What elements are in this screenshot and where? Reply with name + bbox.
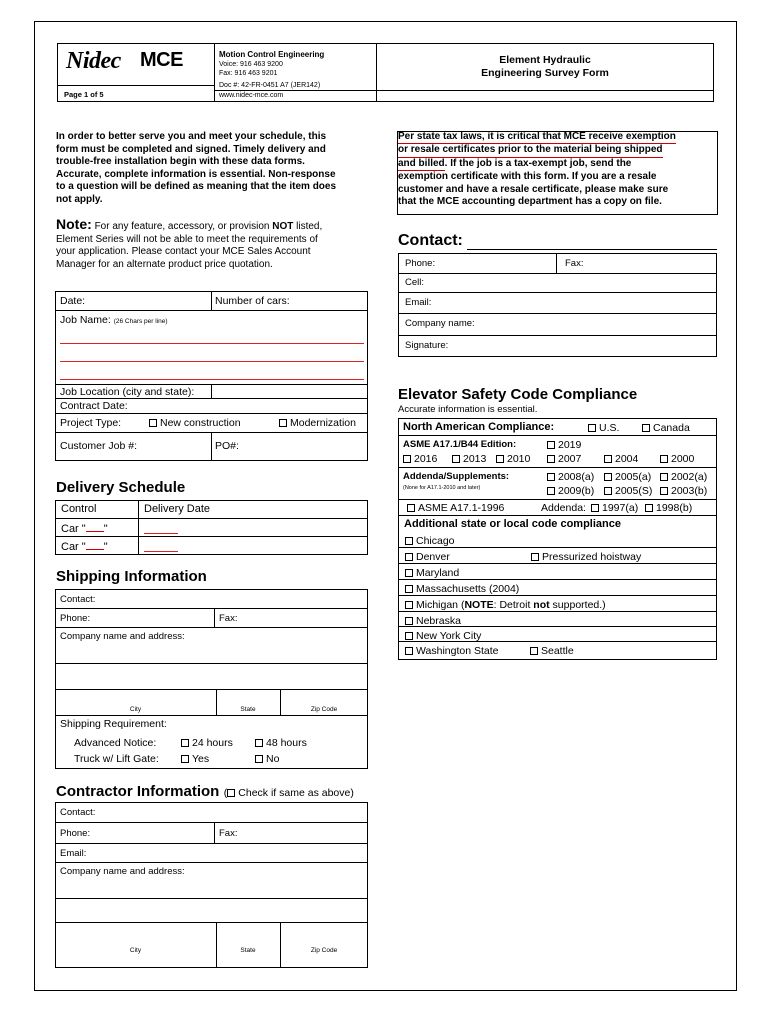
edition-2004-checkbox[interactable]: 2004 — [604, 454, 638, 465]
edition-2016-checkbox[interactable]: 2016 — [403, 454, 437, 465]
edition-2013-checkbox[interactable]: 2013 — [452, 454, 486, 465]
shipping-zip-field[interactable]: Zip Code — [310, 706, 338, 713]
delivery-col-control: Control — [61, 503, 97, 515]
advanced-notice-label: Advanced Notice: — [74, 737, 157, 749]
tax-notice-frame — [397, 131, 718, 215]
company-fax: Fax: 916 463 9201 — [219, 70, 278, 77]
page-number: Page 1 of 5 — [64, 90, 104, 99]
contractor-city-field[interactable]: City — [129, 947, 142, 954]
asme-1996-checkbox[interactable]: ASME A17.1-1996 — [407, 503, 504, 514]
contact-fax-field[interactable]: Fax: — [565, 258, 584, 269]
contractor-fax-field[interactable]: Fax: — [219, 828, 238, 839]
local-code-heading: Additional state or local code compliance — [404, 518, 621, 530]
doc-number: Doc #: 42-FR-0451 A7 (JER142) — [219, 82, 321, 89]
contractor-zip-field[interactable]: Zip Code — [310, 947, 338, 954]
safety-subheading: Accurate information is essential. — [398, 404, 538, 415]
us-checkbox[interactable]: U.S. — [588, 423, 619, 434]
addenda-1996-label: Addenda: — [541, 502, 586, 514]
shipping-fax-field[interactable]: Fax: — [219, 613, 238, 624]
logo-nidec: Nidec — [66, 48, 121, 74]
new-construction-checkbox[interactable]: New construction — [149, 418, 241, 429]
website: www.nidec-mce.com — [219, 92, 284, 99]
contractor-table — [55, 802, 368, 968]
delivery-col-date: Delivery Date — [144, 503, 211, 515]
edition-2010-checkbox[interactable]: 2010 — [496, 454, 530, 465]
delivery-car-1[interactable]: Car " " — [61, 523, 108, 535]
new-york-city-checkbox[interactable]: New York City — [405, 631, 481, 642]
addenda-note: (None for A17.1-2010 and later) — [403, 485, 481, 491]
lift-gate-no-checkbox[interactable]: No — [255, 754, 279, 765]
lift-gate-yes-checkbox[interactable]: Yes — [181, 754, 209, 765]
logo-mce: MCE — [140, 49, 183, 71]
contractor-email-field[interactable]: Email: — [60, 848, 87, 859]
massachusetts-checkbox[interactable]: Massachusetts (2004) — [405, 584, 519, 595]
maryland-checkbox[interactable]: Maryland — [405, 568, 459, 579]
note-text: Note: For any feature, accessory, or provision NOT listed, Element Series will not be able to meet the requirements of your application. Please contact your MCE Sales Account Manager for an alternate product price quotation. — [56, 216, 323, 270]
delivery-date-2[interactable] — [144, 551, 178, 552]
job-name-line-2[interactable] — [60, 361, 364, 362]
contact-signature-field[interactable]: Signature: — [405, 340, 449, 351]
chicago-checkbox[interactable]: Chicago — [405, 536, 455, 547]
edition-2019-checkbox[interactable]: 2019 — [547, 440, 581, 451]
edition-2007-checkbox[interactable]: 2007 — [547, 454, 581, 465]
company-voice: Voice: 916 463 9200 — [219, 61, 283, 68]
contact-cell-field[interactable]: Cell: — [405, 277, 425, 288]
seattle-checkbox[interactable]: Seattle — [530, 646, 574, 657]
shipping-heading: Shipping Information — [56, 568, 207, 585]
tax-notice: Per state tax laws, it is critical that MCE receive exemption or resale certificates prior to the material being shipped and billed. If the job is a tax-exempt job, send the exemption certificate with this form. If you are a resale customer and have a resale certificate, please make sure that the MCE accounting department has a copy on file. — [398, 131, 676, 208]
addenda-2005s-checkbox[interactable]: 2005(S) — [604, 486, 652, 497]
date-field[interactable]: Date: — [60, 295, 86, 307]
customer-job-field[interactable]: Customer Job #: — [60, 440, 138, 452]
addenda-2002a-checkbox[interactable]: 2002(a) — [660, 472, 707, 483]
addenda-1998b-checkbox[interactable]: 1998(b) — [645, 503, 692, 514]
contact-phone-field[interactable]: Phone: — [405, 258, 436, 269]
safety-heading: Elevator Safety Code Compliance — [398, 386, 638, 403]
modernization-checkbox[interactable]: Modernization — [279, 418, 356, 429]
intro-text: In order to better serve you and meet your schedule, this form must be completed and signed. Timely delivery and trouble-free installation begin with these data forms. Accurate, complete information is essential. Non-response to a question will be defined as meaning that the item does not apply. — [56, 131, 337, 205]
contact-company-field[interactable]: Company name: — [405, 318, 475, 329]
contractor-company-field[interactable]: Company name and address: — [60, 866, 185, 877]
addenda-label: Addenda/Supplements: — [403, 471, 510, 482]
contractor-state-field[interactable]: State — [240, 947, 256, 954]
job-name-line-3[interactable] — [60, 379, 364, 380]
job-name-line-1[interactable] — [60, 343, 364, 344]
contractor-phone-field[interactable]: Phone: — [60, 828, 91, 839]
contact-email-field[interactable]: Email: — [405, 297, 432, 308]
canada-checkbox[interactable]: Canada — [642, 423, 690, 434]
north-american-label: North American Compliance: — [403, 421, 555, 433]
edition-2000-checkbox[interactable]: 2000 — [660, 454, 694, 465]
nebraska-checkbox[interactable]: Nebraska — [405, 616, 461, 627]
lift-gate-label: Truck w/ Lift Gate: — [74, 753, 159, 765]
addenda-2008a-checkbox[interactable]: 2008(a) — [547, 472, 594, 483]
michigan-checkbox[interactable]: Michigan (NOTE: Detroit not supported.) — [405, 600, 606, 611]
asme-edition-label: ASME A17.1/B44 Edition: — [403, 439, 517, 450]
addenda-2003b-checkbox[interactable]: 2003(b) — [660, 486, 707, 497]
shipping-company-field[interactable]: Company name and address: — [60, 631, 185, 642]
addenda-2009b-checkbox[interactable]: 2009(b) — [547, 486, 594, 497]
addenda-2005a-checkbox[interactable]: 2005(a) — [604, 472, 651, 483]
contractor-contact-field[interactable]: Contact: — [60, 807, 96, 818]
washington-state-checkbox[interactable]: Washington State — [405, 646, 499, 657]
shipping-state-field[interactable]: State — [240, 706, 256, 713]
project-type-label: Project Type: — [60, 417, 122, 429]
form-title-line2: Engineering Survey Form — [481, 67, 609, 79]
same-as-above-checkbox[interactable] — [227, 789, 235, 797]
job-name-label: Job Name: (26 Chars per line) — [60, 314, 168, 326]
contact-heading: Contact: — [398, 232, 463, 249]
addenda-1997a-checkbox[interactable]: 1997(a) — [591, 503, 638, 514]
pressurized-hoistway-checkbox[interactable]: Pressurized hoistway — [531, 552, 641, 563]
po-field[interactable]: PO#: — [215, 440, 239, 452]
shipping-contact-field[interactable]: Contact: — [60, 594, 96, 605]
form-title-line1: Element Hydraulic — [499, 54, 591, 66]
contract-date-field[interactable]: Contract Date: — [60, 400, 128, 412]
contractor-heading: Contractor Information ( Check if same as above) — [56, 783, 354, 800]
number-of-cars-field[interactable]: Number of cars: — [215, 295, 290, 307]
denver-checkbox[interactable]: Denver — [405, 552, 450, 563]
notice-48h-checkbox[interactable]: 48 hours — [255, 738, 307, 749]
company-name: Motion Control Engineering — [219, 50, 325, 59]
job-location-field[interactable]: Job Location (city and state): — [60, 386, 195, 398]
shipping-requirement-label: Shipping Requirement: — [60, 718, 167, 730]
shipping-city-field[interactable]: City — [129, 706, 142, 713]
delivery-heading: Delivery Schedule — [56, 479, 186, 496]
shipping-phone-field[interactable]: Phone: — [60, 613, 91, 624]
notice-24h-checkbox[interactable]: 24 hours — [181, 738, 233, 749]
delivery-car-2[interactable]: Car " " — [61, 541, 108, 553]
delivery-date-1[interactable] — [144, 533, 178, 534]
